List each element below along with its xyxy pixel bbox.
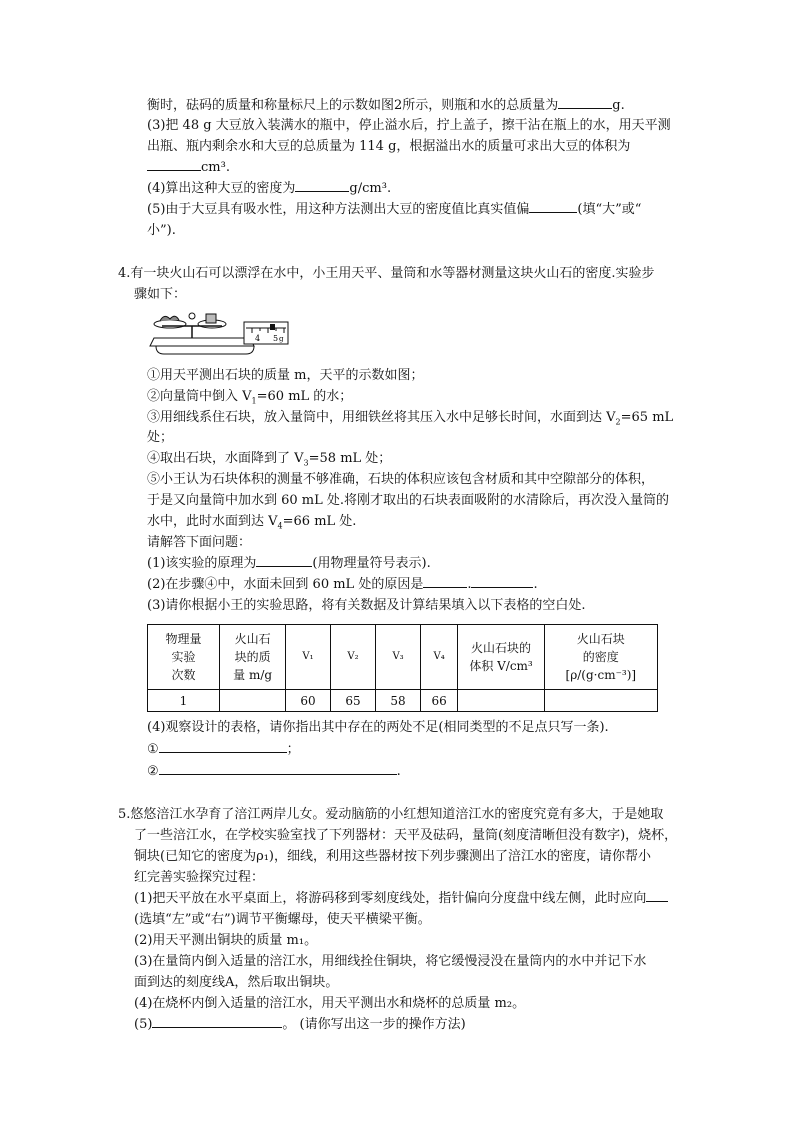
p3-line-6: (5)由于大豆具有吸水性，用这种方法测出大豆的密度值比真实值偏 (填“大”或“ <box>147 202 642 217</box>
table-cell-blank[interactable] <box>544 690 657 712</box>
p5-step-2: (2)用天平测出铜块的质量 m₁。 <box>134 933 318 948</box>
p5-stem-1: 5.悠悠涪江水孕育了涪江两岸儿女。爱动脑筋的小红想知道涪江水的密度究竟有多大，于是她取 <box>118 807 664 822</box>
table-cell: 66 <box>420 690 458 712</box>
p5-stem-4: 红完善实验探究过程： <box>134 870 265 885</box>
p4-question-2: (2)在步骤④中，水面未回到 60 mL 处的原因是 . . <box>147 577 538 592</box>
table-cell-blank[interactable] <box>220 690 286 712</box>
table-header-cell: 物理量 实验 次数 <box>148 625 220 690</box>
p4-answer-1: ① ； <box>147 742 300 757</box>
p5-step-1: (1)把天平放在水平桌面上，将游码移到零刻度线处，指针偏向分度盘中线左侧，此时应向 <box>134 889 668 909</box>
p4-question-intro: 请解答下面问题： <box>147 535 252 550</box>
answer-blank[interactable] <box>423 575 467 588</box>
balance-scale-figure <box>148 308 296 360</box>
p5-stem-2: 了一些涪江水，在学校实验室找了下列器材：天平及砝码，量筒(刻度清晰但没有数字)，烧杯， <box>134 828 678 843</box>
p4-step-3: ③用细线系住石块，放入量筒中，用细铁丝将其压入水中足够长时间，水面到达 $V_2=65$ mL <box>147 410 674 427</box>
answer-blank[interactable] <box>471 575 533 588</box>
answer-blank[interactable] <box>256 554 312 567</box>
answer-blank[interactable] <box>147 158 201 171</box>
p4-question-1: (1)该实验的原理为 (用物理量符号表示). <box>147 556 431 571</box>
answer-blank[interactable] <box>646 889 668 902</box>
p4-step-5-line-1: ⑤小王认为石块体积的测量不够准确，石块的体积应该包含材质和其中空隙部分的体积， <box>147 472 655 487</box>
answer-blank[interactable] <box>159 740 287 753</box>
p4-step-2: ②向量筒中倒入 $V_1=60$ mL 的水； <box>147 389 353 406</box>
table-header-cell: V₁ <box>286 625 331 690</box>
p5-step-5: (5) 。 (请你写出这一步的操作方法) <box>134 1017 466 1032</box>
table-header-cell: 火山石块的 体积 V/cm³ <box>458 625 544 690</box>
table-header-cell: 火山石块 的密度 [ρ/(g·cm⁻³)] <box>544 625 657 690</box>
table-cell-blank[interactable] <box>458 690 544 712</box>
p5-step-1-cont: (选填“左”或“右”)调节平衡螺母，使天平横梁平衡。 <box>134 912 431 927</box>
answer-blank[interactable] <box>295 179 349 192</box>
answer-blank[interactable] <box>529 200 577 213</box>
table-header-cell: V₃ <box>376 625 421 690</box>
p3-line-3: 出瓶、瓶内剩余水和大豆的总质量为 114 g，根据溢出水的质量可求出大豆的体积为 <box>147 139 631 154</box>
p4-stem-1: 4.有一块火山石可以漂浮在水中，小王用天平、量筒和水等器材测量这块火山石的密度.实验步 <box>118 266 655 281</box>
table-header-cell: V₄ <box>420 625 458 690</box>
p4-answer-2: ② . <box>147 764 401 779</box>
p3-line-7: 小”). <box>147 223 176 238</box>
p5-stem-3: 铜块(已知它的密度为ρ₁)，细线，利用这些器材按下列步骤测出了涪江水的密度，请你帮小 <box>134 849 651 864</box>
p3-line-2: (3)把 48 g 大豆放入装满水的瓶中，停止溢水后，拧上盖子，擦干沾在瓶上的水，用天平测 <box>147 118 671 133</box>
p4-step-3-cont: 处； <box>147 430 174 445</box>
p4-question-4: (4)观察设计的表格，请你指出其中存在的两处不足(相同类型的不足点只写一条). <box>147 720 609 735</box>
scale-unit: g <box>279 335 284 343</box>
data-table <box>147 624 658 712</box>
p3-line-4: cm³. <box>147 158 230 178</box>
p5-step-4: (4)在烧杯内倒入适量的涪江水，用天平测出水和烧杯的总质量 m₂。 <box>134 996 526 1011</box>
table-header-cell: V₂ <box>330 625 376 690</box>
p5-step-3: (3)在量筒内倒入适量的涪江水，用细线拴住铜块，将它缓慢浸没在量筒内的水中并记下水 <box>134 954 647 969</box>
p4-step-5-line-3: 水中，此时水面到达 $V_4=66$ mL 处. <box>147 514 357 531</box>
p4-stem-2: 骤如下： <box>134 287 187 302</box>
answer-blank[interactable] <box>558 96 612 109</box>
p5-step-3-cont: 面到达的刻度线A，然后取出铜块。 <box>134 975 339 990</box>
table-row <box>148 690 658 712</box>
p4-step-1: ①用天平测出石块的质量 m，天平的示数如图； <box>147 368 424 383</box>
p3-line-5: (4)算出这种大豆的密度为 g/cm³. <box>147 181 392 196</box>
scale-num-1: 4 <box>255 334 261 343</box>
p4-step-5-line-2: 于是又向量筒中加水到 60 mL 处.将刚才取出的石块表面吸附的水清除后，再次没入量筒的 <box>147 493 670 508</box>
table-cell: 65 <box>330 690 376 712</box>
table-cell: 58 <box>376 690 421 712</box>
p3-line-1: 衡时，砝码的质量和称量标尺上的示数如图2所示，则瓶和水的总质量为 g. <box>147 98 625 113</box>
answer-blank[interactable] <box>152 1015 282 1028</box>
p4-question-3: (3)请你根据小王的实验思路，将有关数据及计算结果填入以下表格的空白处. <box>147 598 586 613</box>
table-cell: 1 <box>148 690 220 712</box>
scale-num-2: 5 <box>273 334 279 343</box>
table-header-cell: 火山石 块的质 量 m/g <box>220 625 286 690</box>
table-cell: 60 <box>286 690 331 712</box>
p4-step-4: ④取出石块，水面降到了 $V_3=58$ mL 处； <box>147 451 392 468</box>
answer-blank[interactable] <box>159 762 397 775</box>
